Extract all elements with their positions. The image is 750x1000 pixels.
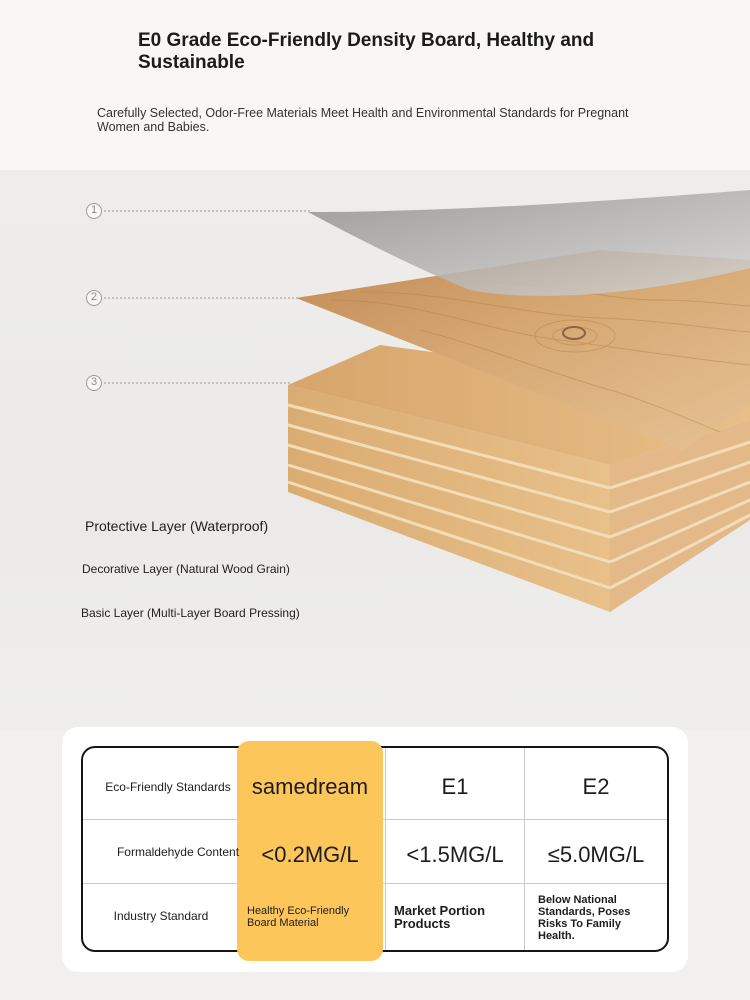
marker-2: 2	[86, 290, 102, 306]
layer-label-decorative: Decorative Layer (Natural Wood Grain)	[82, 562, 290, 576]
marker-1: 1	[86, 203, 102, 219]
page-subtitle: Carefully Selected, Odor-Free Materials Meet Health and Environmental Standards for Pregnant Women and Babies.	[97, 106, 629, 134]
layer-label-protective: Protective Layer (Waterproof)	[85, 518, 269, 534]
marker-3: 3	[86, 375, 102, 391]
samedream-standard-cell: Healthy Eco-Friendly Board Material	[247, 905, 350, 929]
board-layers-illustration	[0, 170, 750, 650]
layer-label-basic: Basic Layer (Multi-Layer Board Pressing)	[81, 606, 300, 620]
header-background	[0, 0, 750, 170]
page-title: E0 Grade Eco-Friendly Density Board, Healthy and Sustainable	[138, 30, 595, 73]
samedream-brand-cell: samedream	[251, 774, 369, 799]
e2-header-cell: E2	[582, 774, 610, 799]
protective-layer-film	[308, 190, 750, 296]
table-row-label: Formaldehyde Content	[116, 844, 240, 859]
e1-standard-cell: Market Portion Products	[394, 903, 486, 931]
table-row-label: Industry Standard	[113, 909, 209, 923]
e1-header-cell: E1	[441, 774, 469, 799]
samedream-formaldehyde-cell: <0.2MG/L	[261, 842, 359, 867]
e2-standard-cell: Below National Standards, Poses Risks To Family Health.	[538, 894, 631, 942]
table-row-label: Eco-Friendly Standards	[105, 780, 231, 794]
e1-formaldehyde-cell: <1.5MG/L	[406, 842, 504, 867]
e2-formaldehyde-cell: ≤5.0MG/L	[547, 842, 645, 867]
